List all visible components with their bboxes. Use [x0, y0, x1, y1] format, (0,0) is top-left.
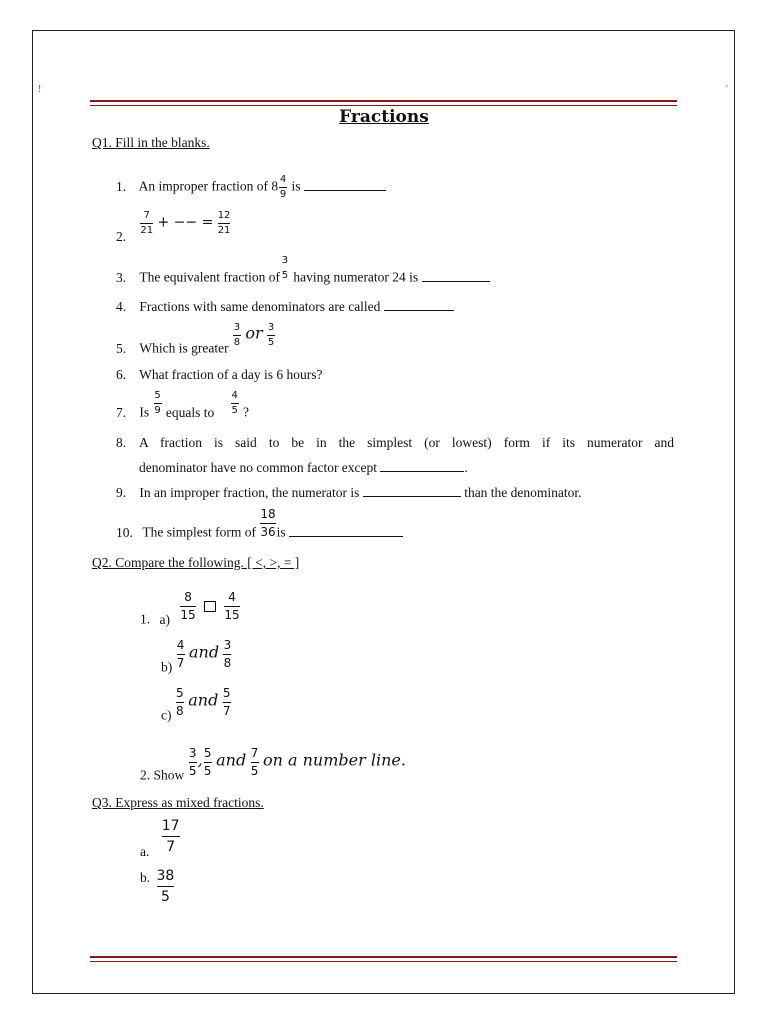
q2-item-1c: c) $\frac{5}{8}$ and $\frac{5}{7}$ — [161, 686, 231, 723]
q1-item-2: 2. $\frac{7}{21}$ + −− = $\frac{12}{21}$ — [116, 210, 231, 244]
q1-item-3: 3. The equivalent fraction of 3 5 having numerator 24 is — [116, 255, 490, 286]
answer-blank[interactable] — [363, 484, 461, 497]
q1-item-7: 7. Is $\frac{5}{9}$ equals to $\frac{4}{5}$ ? — [116, 390, 249, 420]
fraction: $\frac{18}{36}$ — [260, 507, 276, 539]
fraction: $\frac{4}{15}$ — [224, 590, 240, 622]
fraction: $\frac{3}{5}$ — [267, 322, 275, 348]
q2-heading: Q2. Compare the following. [ <, >, = ] — [92, 555, 300, 570]
q1-item-1: 1. An improper fraction of 8 $\frac{4}{9}$ is — [116, 174, 386, 201]
footer-cropped — [92, 962, 677, 970]
fraction: 3 5 — [281, 255, 289, 281]
fraction: $\frac{7}{21}$ — [140, 210, 154, 236]
answer-blank[interactable] — [422, 269, 490, 282]
margin-mark: ' — [726, 84, 728, 95]
fraction: $\frac{8}{15}$ — [180, 590, 196, 622]
q1-item-5: 5. Which is greater $\frac{3}{8}$ or $\frac{3}{5}$ — [116, 322, 275, 356]
fraction: $\frac{3}{8}$ — [223, 638, 232, 670]
answer-blank[interactable] — [289, 524, 403, 537]
q1-heading: Q1. Fill in the blanks. — [92, 135, 210, 150]
answer-blank[interactable] — [384, 298, 454, 311]
fraction: $\frac{5}{9}$ — [154, 390, 161, 416]
margin-mark: ! — [38, 84, 42, 95]
q1-item-8: 8. A fraction is said to be in the simplest (or lowest) form if its numerator and denominator have no common factor except . — [116, 435, 674, 475]
fraction: $\frac{3}{8}$ — [233, 322, 241, 348]
answer-blank[interactable] — [380, 459, 464, 472]
q2-item-2: 2. Show $\frac{3}{5}$ , $\frac{5}{5}$ and $\frac{7}{5}$ on a number line. — [140, 746, 406, 783]
q1-item-9: 9. In an improper fraction, the numerator is than the denominator. — [116, 485, 582, 500]
answer-blank[interactable] — [304, 178, 386, 191]
q1-item-6: 6. What fraction of a day is 6 hours? — [116, 367, 323, 382]
fraction: $\frac{4}{5}$ — [231, 390, 238, 416]
fraction: $\frac{5}{5}$ — [203, 746, 212, 778]
q3-item-b: b. $\frac{38}{5}$ — [140, 868, 175, 905]
page-title: Fractions — [339, 107, 429, 127]
header-rule — [90, 100, 677, 106]
fraction: $\frac{4}{9}$ — [279, 174, 287, 200]
q3-item-a: a. $\frac{17}{7}$ — [140, 818, 180, 859]
compare-box[interactable] — [204, 601, 216, 612]
fraction: $\frac{5}{8}$ — [176, 686, 184, 718]
q1-item-10: 10. The simplest form of $\frac{18}{36}$ is — [116, 507, 403, 541]
q3-heading: Q3. Express as mixed fractions. — [92, 795, 264, 810]
fraction: $\frac{4}{7}$ — [176, 638, 185, 670]
fraction: $\frac{17}{7}$ — [161, 818, 180, 855]
q1-item-4: 4. Fractions with same denominators are called — [116, 298, 454, 315]
q2-item-1b: b) $\frac{4}{7}$ and $\frac{3}{8}$ — [161, 638, 232, 675]
q2-item-1a: 1. a) $\frac{8}{15}$ $\frac{4}{15}$ — [140, 590, 240, 627]
fraction: $\frac{3}{5}$ — [188, 746, 197, 778]
fraction: $\frac{12}{21}$ — [217, 210, 231, 236]
fraction: $\frac{38}{5}$ — [156, 868, 175, 905]
fraction: $\frac{5}{7}$ — [222, 686, 231, 718]
fraction: $\frac{7}{5}$ — [250, 746, 259, 778]
